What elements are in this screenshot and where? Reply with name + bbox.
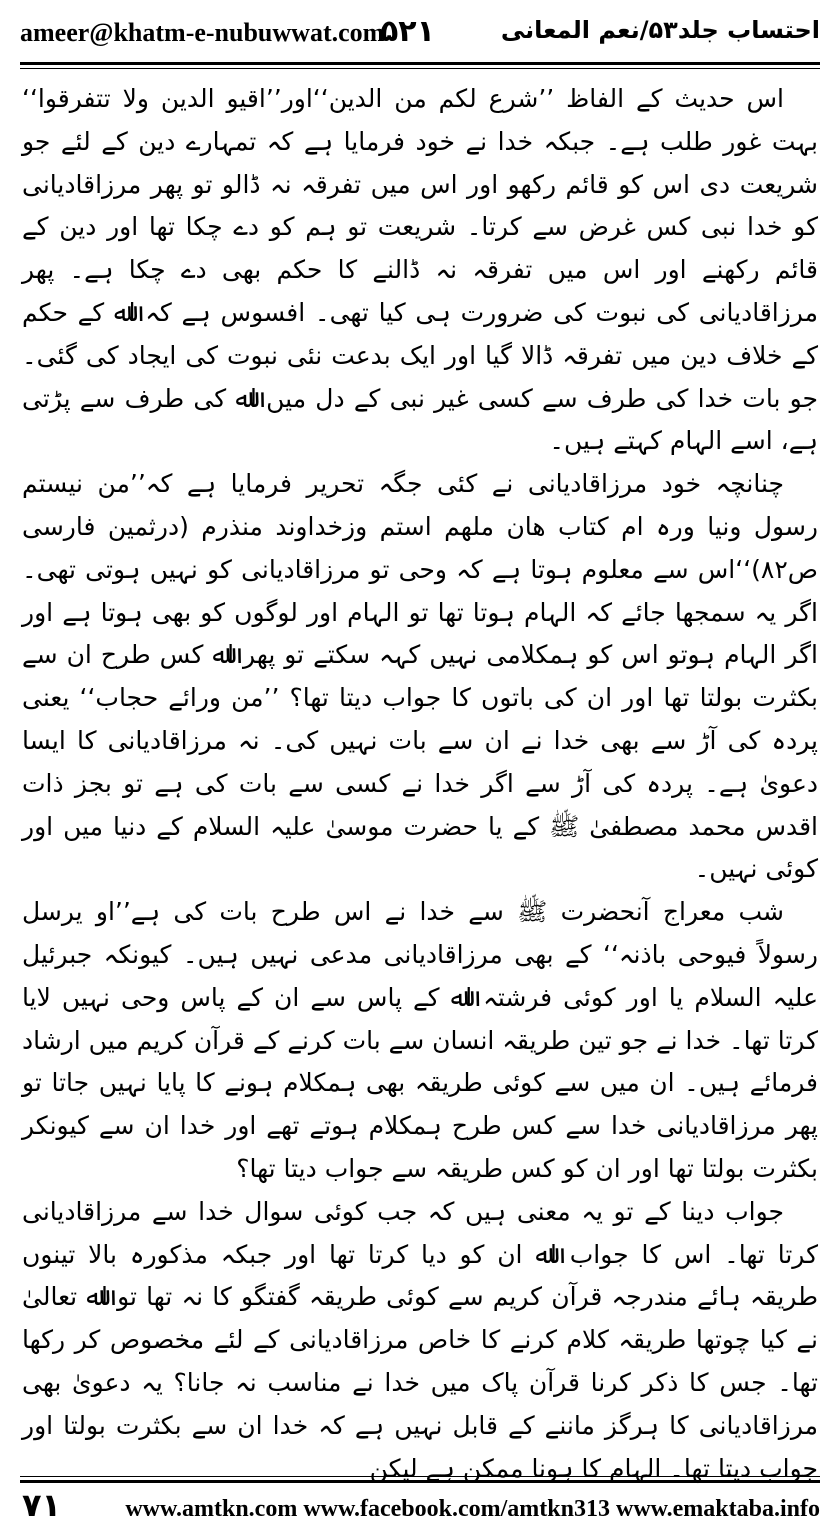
header-page-number: ۵۲۱ [380, 14, 435, 49]
paragraph-2-rest: اس سے معلوم ہوتا ہے کہ وحی تو مرزاقادیانی کو نہیں ہوتی تھی۔ اگر یہ سمجھا جائے کہ الہام ہوتا تھا تو الہام اور لوگوں کو بھی ہوتا ہے اور اگر الہام ہوتو اس کو ہمکلامی نہیں کہہ سکتے تو پھر اﷲ کس طرح ان سے بکثرت بولتا تھا اور ان کی باتوں کا جواب دیتا تھا؟ ’’من ورائے حجاب‘‘ یعنی پردہ کی آڑ سے بھی خدا نے ان سے بات نہیں کی۔ نہ مرزاقادیانی کا ایسا دعویٰ ہے۔ پردہ کی آڑ سے اگر خدا نے کسی سے بات کی ہے تو بجز ذات اقدس محمد مصطفیٰ ﷺ کے یا حضرت موسیٰ علیہ السلام کے دنیا میں اور کوئی نہیں۔ [22, 554, 818, 884]
footer-divider [20, 1476, 820, 1483]
footer-website-links[interactable]: www.amtkn.com www.facebook.com/amtkn313 www.emaktaba.info [125, 1496, 820, 1522]
page-body [22, 78, 818, 1483]
page-header [20, 12, 820, 58]
paragraph-4: جواب دینا کے تو یہ معنی ہیں کہ جب کوئی سوال خدا سے مرزاقادیانی کرتا تھا۔ اس کا جواب اﷲ ان کو دیا کرتا تھا اور جبکہ مذکورہ بالا تینوں طریقہ ہائے مندرجہ قرآن کریم سے کوئی طریقہ گفتگو کا نہ تھا تو اﷲ تعالیٰ نے کیا چوتھا طریقہ کلام کرنے کا خاص مرزاقادیانی کے لئے مخصوص کر رکھا تھا۔ جس کا ذکر کرنا قرآن پاک میں خدا نے مناسب نہ جانا؟ یہ دعویٰ بھی مرزاقادیانی کا ہرگز ماننے کے قابل نہیں ہے کہ خدا ان سے بکثرت بولتا اور جواب دیتا تھا۔ الہام کا ہونا ممکن ہے لیکن [22, 1196, 818, 1483]
paragraph-3: شب معراج آنحضرت ﷺ سے خدا نے اس طرح بات کی ہے’’او یرسل رسولاً فیوحی باذنہ‘‘ کے بھی مرزاقادیانی مدعی نہیں ہیں۔ کیونکہ جبرئیل علیہ السلام یا اور کوئی فرشتہ اﷲ کے پاس سے ان کے پاس وحی نہیں لایا کرتا تھا۔ خدا نے جو تین طریقہ انسان سے بات کرنے کے قرآن کریم میں ارشاد فرمائے ہیں۔ ان میں سے کوئی طریقہ بھی ہمکلام ہونے کا پایا نہیں جاتا تو پھر مرزاقادیانی خدا سے کس طرح ہمکلام ہوتے تھے اور خدا ان سے کیونکر بکثرت بولتا تھا اور ان کو کس طریقہ سے جواب دیتا تھا؟ [22, 897, 818, 1183]
header-email: ameer@khatm-e-nubuwwat.com [20, 18, 385, 47]
header-book-title: احتساب جلد۵۳/نعم المعانی [500, 16, 820, 44]
paragraph-2-lead: چنانچہ خود مرزاقادیانی نے کئی جگہ تحریر فرمایا ہے کہ [145, 469, 784, 499]
paragraph-2 [22, 463, 818, 891]
persian-quote: ’’من نیستم رسول ونیا ورہ ام کتاب ھان ملھم استم وزخداوند منذرم (درثمین فارسی ص۸۲)‘‘ [22, 469, 818, 584]
paragraph-1: اس حدیث کے الفاظ ’’شرع لکم من الدین‘‘اور’’اقیو الدین ولا تتفرقوا‘‘ بہت غور طلب ہے۔ جبکہ خدا نے خود فرمایا ہے کہ تمہارے دین کے لئے جو شریعت دی اس کو قائم رکھو اور اس میں تفرقہ نہ ڈالو تو پھر مرزاقادیانی کو خدا نبی کس غرض سے کرتا۔ شریعت تو ہم کو دے چکا تھا اور دین کے قائم رکھنے اور اس میں تفرقہ نہ ڈالنے کا حکم بھی دے چکا ہے۔ پھر مرزاقادیانی کی نبوت کی ضرورت ہی کیا تھی۔ افسوس ہے کہ اﷲ کے حکم کے خلاف دین میں تفرقہ ڈالا گیا اور ایک بدعت نئی نبوت کی ایجاد کی گئی۔ جو بات خدا کی طرف سے کسی غیر نبی کے دل میں اﷲ کی طرف سے پڑتی ہے، اسے الہام کہتے ہیں۔ [22, 84, 818, 456]
header-divider [20, 62, 820, 69]
footer-page-marker: ۷۱ [22, 1486, 62, 1524]
